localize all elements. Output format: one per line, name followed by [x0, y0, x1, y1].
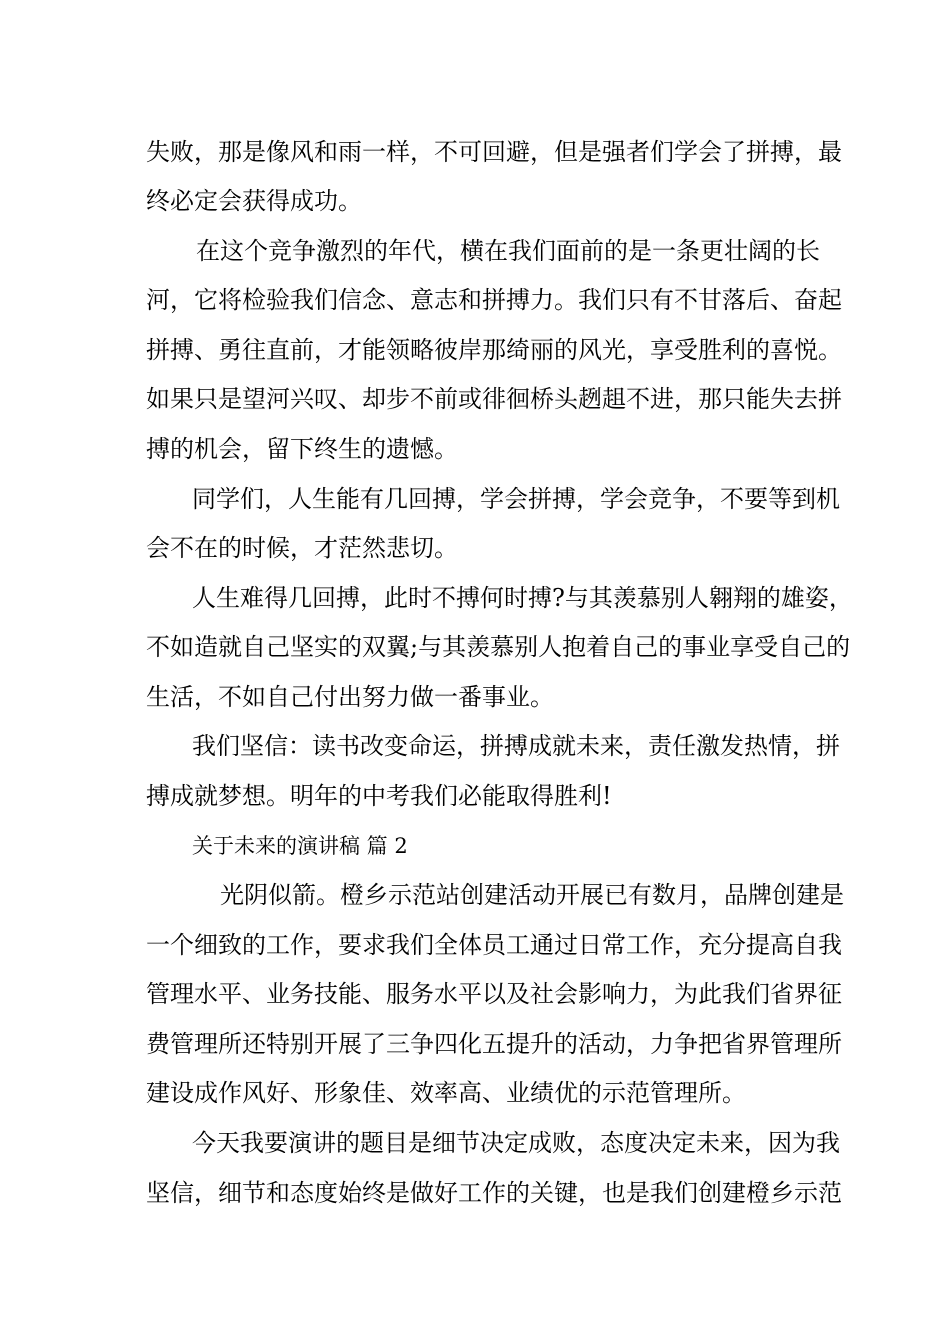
paragraph-line: 光阴似箭。橙乡示范站创建活动开展已有数月，品牌创建是 — [220, 881, 844, 909]
section-heading: 关于未来的演讲稿 篇 2 — [192, 834, 408, 858]
paragraph-line: 同学们，人生能有几回搏，学会拼搏，学会竞争，不要等到机 — [192, 485, 840, 513]
paragraph-line: 搏成就梦想。明年的中考我们必能取得胜利! — [146, 782, 612, 810]
paragraph-line: 我们坚信：读书改变命运，拼搏成就未来，责任激发热情，拼 — [192, 732, 840, 760]
paragraph-line: 搏的机会，留下终生的遗憾。 — [146, 435, 458, 463]
paragraph-line: 失败，那是像风和雨一样，不可回避，但是强者们学会了拼搏，最 — [146, 138, 842, 166]
paragraph-line: 拼搏、勇往直前，才能领略彼岸那绮丽的风光，享受胜利的喜悦。 — [146, 336, 842, 364]
paragraph-line: 终必定会获得成功。 — [146, 187, 362, 215]
paragraph-line: 管理水平、业务技能、服务水平以及社会影响力，为此我们省界征 — [146, 980, 842, 1008]
paragraph-line: 不如造就自己坚实的双翼;与其羡慕别人抱着自己的事业享受自己的 — [146, 633, 851, 661]
paragraph-line: 费管理所还特别开展了三争四化五提升的活动，力争把省界管理所 — [146, 1030, 842, 1058]
paragraph-line: 一个细致的工作，要求我们全体员工通过日常工作，充分提高自我 — [146, 931, 842, 959]
paragraph-line: 河，它将检验我们信念、意志和拼搏力。我们只有不甘落后、奋起 — [146, 286, 842, 314]
paragraph-line: 坚信，细节和态度始终是做好工作的关键，也是我们创建橙乡示范 — [146, 1179, 842, 1207]
paragraph-line: 生活，不如自己付出努力做一番事业。 — [146, 683, 554, 711]
paragraph-line: 建设成作风好、形象佳、效率高、业绩优的示范管理所。 — [146, 1079, 746, 1107]
paragraph-line: 人生难得几回搏，此时不搏何时搏?与其羡慕别人翱翔的雄姿， — [192, 584, 853, 612]
paragraph-line: 今天我要演讲的题目是细节决定成败，态度决定未来，因为我 — [192, 1129, 840, 1157]
paragraph-line: 会不在的时候，才茫然悲切。 — [146, 534, 458, 562]
paragraph-line: 在这个竞争激烈的年代，横在我们面前的是一条更壮阔的长 — [196, 237, 820, 265]
paragraph-line: 如果只是望河兴叹、却步不前或徘徊桥头趔趄不进，那只能失去拼 — [146, 385, 842, 413]
